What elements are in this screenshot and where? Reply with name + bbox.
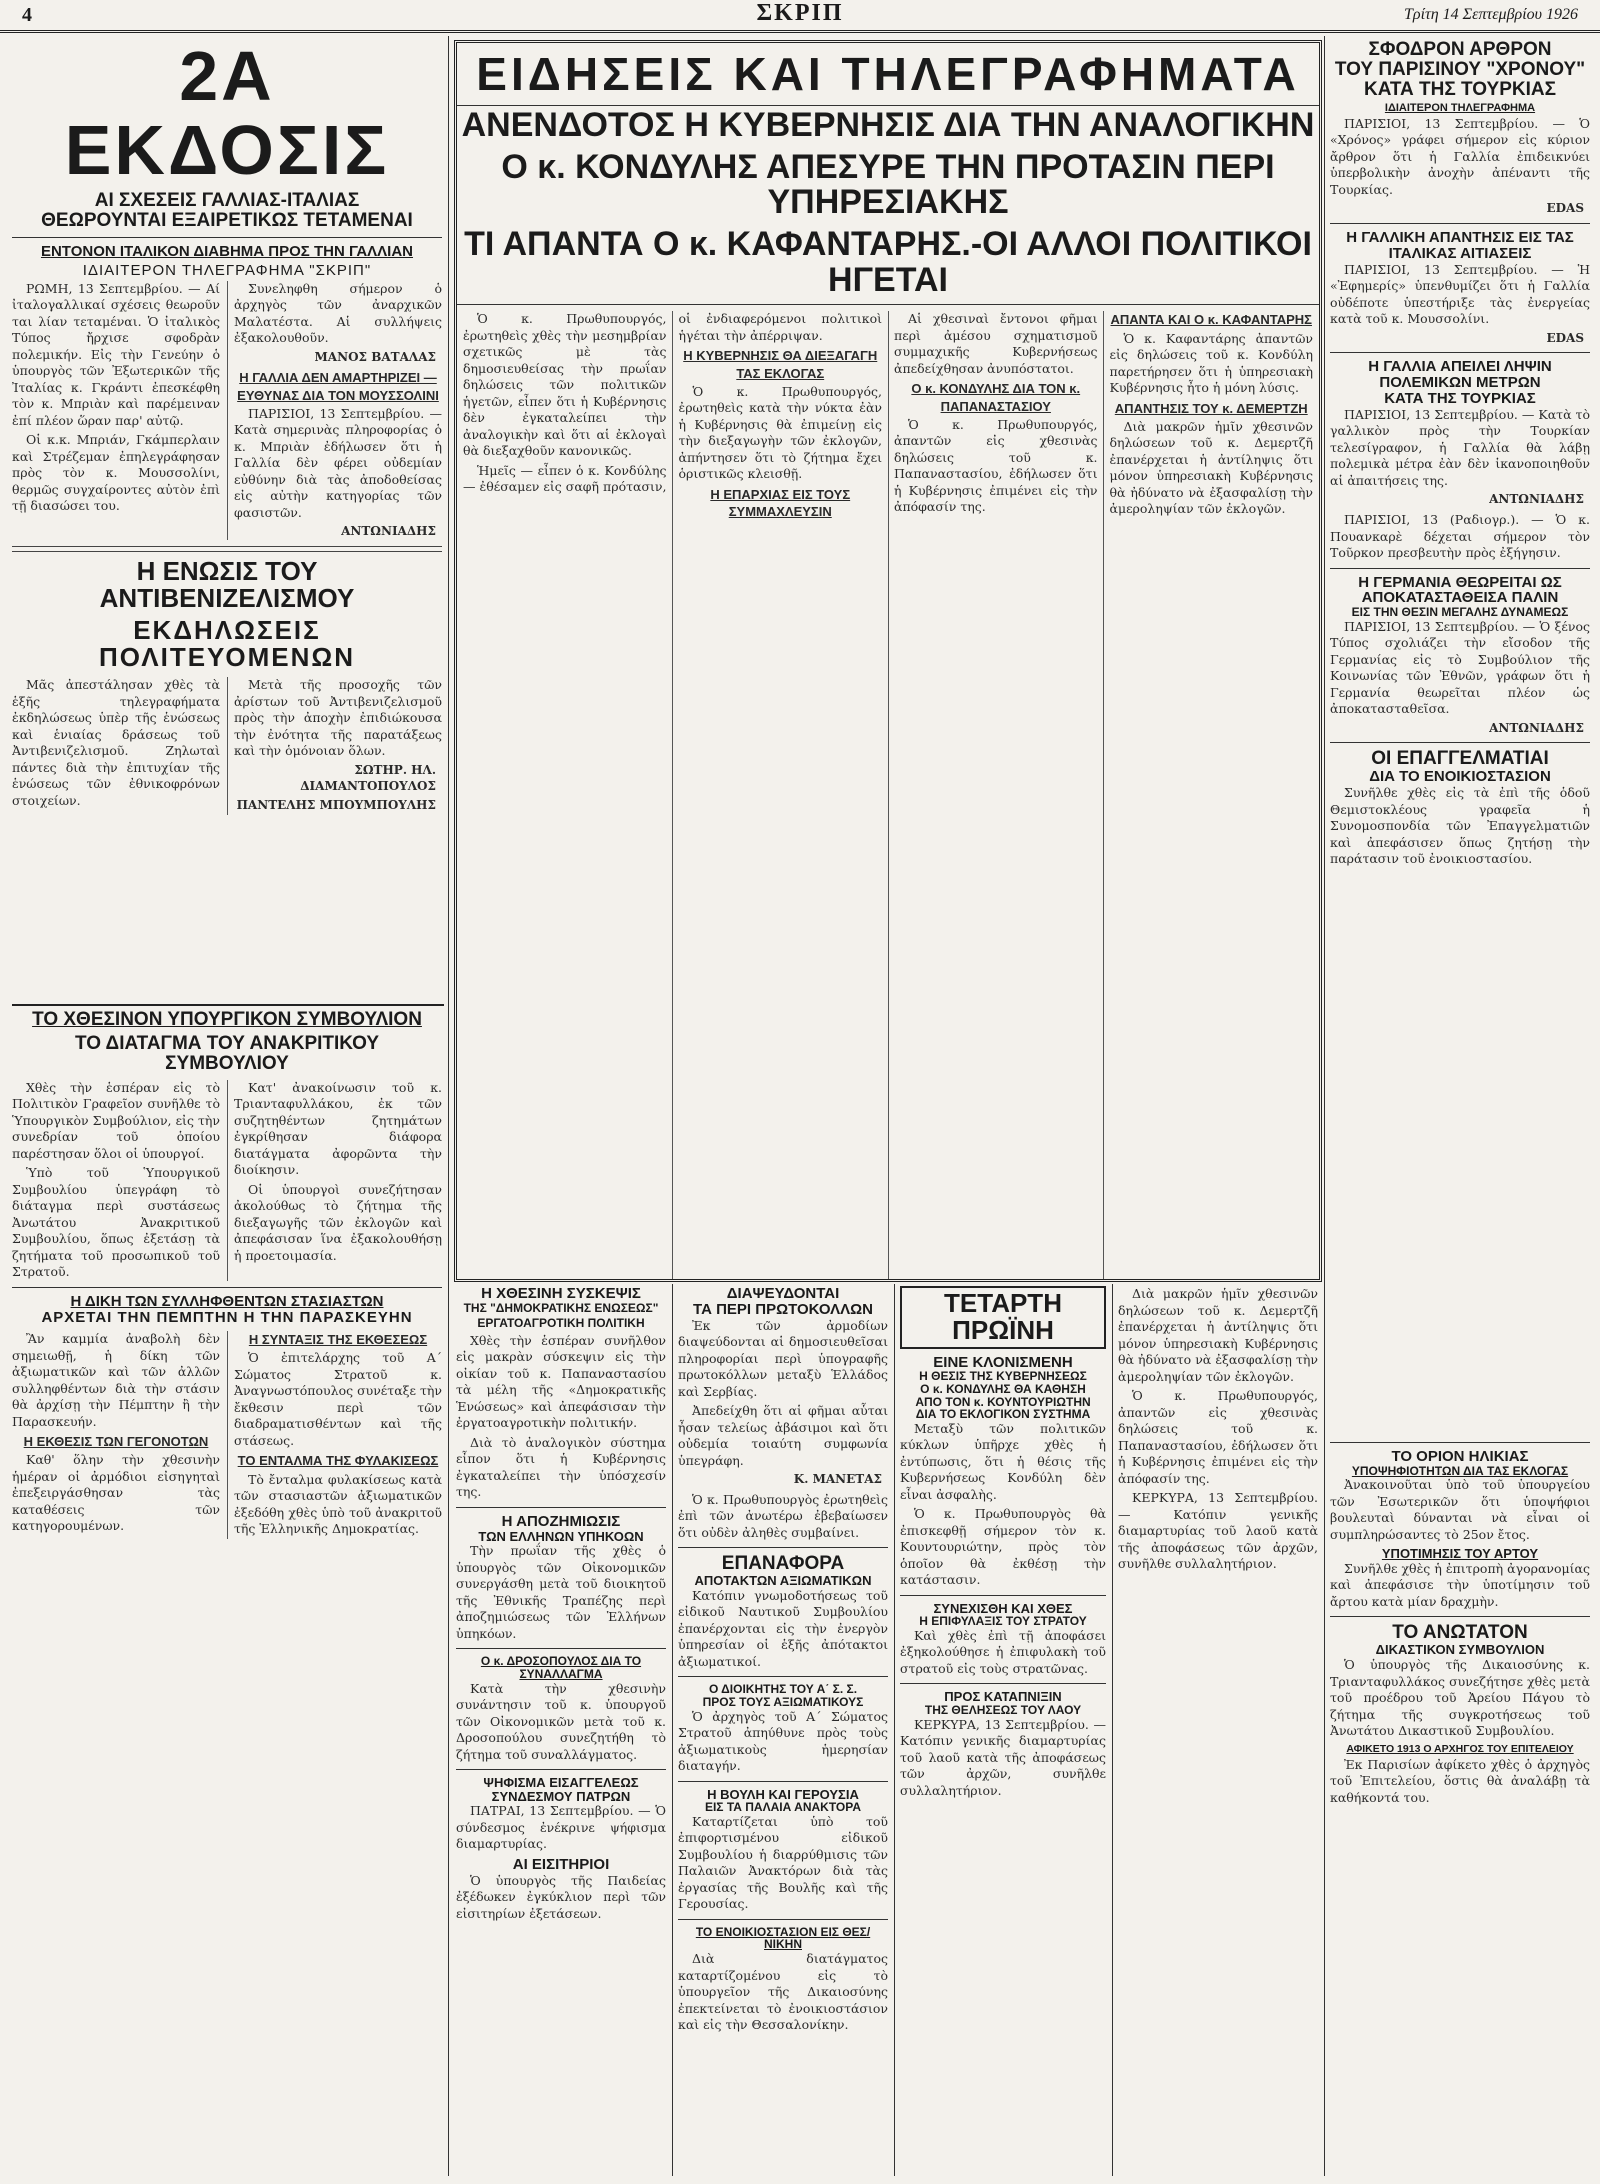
headline: ΤΗΣ "ΔΗΜΟΚΡΑΤΙΚΗΣ ΕΝΩΣΕΩΣ" — [463, 1300, 659, 1315]
paragraph: Διὰ μακρῶν ἡμῖν χθεσινῶν δηλώσεων τοῦ κ. Δεμερτζῆ ἐπανέρχεται ἡ ἀντίληψις ὅτι μόνον ὑπηρεσιακὴ Κυβέρνησις θὰ ἠδύνατο νὰ ἐξασφαλίσῃ τὴν ἀμεροληψίαν τῶν ἐκλογῶν. — [1109, 418, 1313, 517]
divider — [456, 1648, 666, 1649]
headline: ΑΙ ΕΙΣΙΤΗΡΙΟΙ — [512, 1855, 610, 1873]
byline: ΑΝΤΩΝΙΑΔΗΣ — [1489, 492, 1584, 507]
byline: Κ. ΜΑΝΕΤΑΣ — [793, 1472, 882, 1486]
headline: ΕΙΝΕ ΚΛΟΝΙΣΜΕΝΗ — [933, 1353, 1073, 1371]
paragraph: Ὁ ὑπουργὸς τῆς Παιδείας ἐξέδωκεν ἐγκύκλιον περὶ τῶν εἰσιτηρίων ἐξετάσεων. — [456, 1872, 666, 1921]
headline: ΔΙΚΑΣΤΙΚΟΝ ΣΥΜΒΟΥΛΙΟΝ — [1375, 1642, 1545, 1658]
article-body — [456, 1803, 666, 1853]
headline: ΑΠΟ ΤΟΝ κ. ΚΟΥΝΤΟΥΡΙΩΤΗΝ — [915, 1394, 1091, 1409]
headline: Η ΓΑΛΛΙΑ ΑΠΕΙΛΕΙ ΛΗΨΙΝ ΠΟΛΕΜΙΚΩΝ ΜΕΤΡΩΝ — [1368, 358, 1552, 392]
paragraph: ΠΑΡΙΣΙΟΙ, 13 (Ραδιογρ.). — Ὁ κ. Πουανκαρὲ δέχεται σήμερον τὸν Τοῦρκον πρεσβευτὴν πρὸς ἐξήγησιν. — [1330, 512, 1590, 561]
paragraph: ΠΑΡΙΣΙΟΙ, 13 Σεπτεμβρίου. — Ἡ «Ἐφημερίς» ὑπενθυμίζει ὅτι ἡ Γαλλία οὐδέποτε ὑπεστήριξε τὰς ἐνεργείας κατὰ τοῦ κ. Μουσσολίνι. — [1330, 261, 1590, 327]
paragraph: Διὰ διατάγματος καταρτίζομένου εἰς τὸ ὑπουργεῖον τῆς Δικαιοσύνης ἐπεκτείνεται τὸ ἐνοικιοστάσιον καὶ εἰς τὴν Θεσσαλονίκην. — [678, 1951, 888, 2033]
col3-right — [900, 1286, 1106, 2176]
divider — [12, 546, 442, 552]
headline: ΕΙΣ ΤΗΝ ΘΕΣΙΝ ΜΕΓΑΛΗΣ ΔΥΝΑΜΕΩΣ — [1351, 605, 1569, 620]
subhead: Η ΣΥΝΤΑΞΙΣ ΤΗΣ ΕΚΘΕΣΕΩΣ — [248, 1332, 428, 1348]
divider — [1330, 352, 1590, 353]
article-body — [1118, 1286, 1318, 1573]
paragraph: Μᾶς ἀπεστάλησαν χθὲς τὰ ἑξῆς τηλεγραφήματα ἐκδηλώσεως ὑπὲρ τῆς ἑνώσεως καὶ ἑνιαίας δράσεως τοῦ Ἀντιβενιζελισμοῦ. Ζηλωταὶ πάντες διὰ τὴν ἐπιτυχίαν τῆς ἑνώσεως τῶν ἐθνικοφρόνων στοιχείων. — [12, 677, 220, 808]
kicker: ΙΔΙΑΙΤΕΡΟΝ ΤΗΛΕΓΡΑΦΗΜΑ "ΣΚΡΙΠ" — [82, 261, 372, 279]
paragraph: ΠΑΡΙΣΙΟΙ, 13 Σεπτεμβρίου. — Κατὰ τὸ γαλλικὸν πρὸς τὴν Τουρκίαν τελεσίγραφον, ἡ Γαλλία θὰ λάβῃ πολεμικὰ μέτρα ἐὰν δὲν ἱκανοποιηθοῦν αἱ ἀπαιτήσεις της. — [1330, 406, 1590, 488]
headline: ΤΗΣ ΘΕΛΗΣΕΩΣ ΤΟΥ ΛΑΟΥ — [924, 1703, 1082, 1718]
paragraph: Καὶ χθὲς ἐπὶ τῇ ἀποφάσει ἐξηκολούθησε ἡ ἐπιφυλακὴ τοῦ στρατοῦ εἰς τοὺς στρατῶνας. — [900, 1627, 1106, 1676]
paragraph: Συνῆλθε χθὲς εἰς τὰ ἐπὶ τῆς ὁδοῦ Θεμιστοκλέους γραφεῖα ἡ Συνομοσπονδία τῶν Ἐπαγγελματιῶν καὶ ἀπεφάσισεν ὅπως ζητήσῃ τὴν παράτασιν τοῦ ἐνοικιοστασίου. — [1330, 785, 1590, 867]
headline: ΥΠΟΤΙΜΗΣΙΣ ΤΟΥ ΑΡΤΟΥ — [1381, 1546, 1539, 1562]
col2-lower — [456, 1286, 666, 2176]
subhead: Η ΕΚΘΕΣΙΣ ΤΩΝ ΓΕΓΟΝΟΤΩΝ — [23, 1434, 209, 1450]
article-body — [12, 281, 442, 540]
divider — [1330, 223, 1590, 224]
article-body — [456, 1543, 666, 1642]
edition-banner: 2Α ΕΚΔΟΣΙΣ — [64, 40, 390, 189]
headline: ΚΑΤΑ ΤΗΣ ΤΟΥΡΚΙΑΣ — [1384, 389, 1536, 407]
paragraph: Χθὲς τὴν ἑσπέραν συνῆλθον εἰς μακρὰν σύσκεψιν εἰς τὴν οἰκίαν τοῦ κ. Παπαναστασίου τὰ μέλη τῆς «Δημοκρατικῆς Ἑνώσεως» καὶ ἀπεφάσισαν τὴν ἐργατοαγροτικὴν πολιτικήν. — [456, 1332, 666, 1431]
paragraph: ΠΑΡΙΣΙΟΙ, 13 Σεπτεμβρίου. — Ὁ «Χρόνος» γράφει σήμερον εἰς κύριον ἄρθρον ὅτι ἡ Γαλλία ἐπιδεικνύει ὑπερβολικὴν ἀνοχὴν ἀπέναντι τῆς Τουρκίας. — [1330, 115, 1590, 197]
headline: ΕΠΑΝΑΦΟΡΑ — [721, 1553, 845, 1575]
headline: ΠΡΟΣ ΚΑΤΑΠΝΙΞΙΝ — [944, 1689, 1062, 1705]
paragraph: Ὁ ὑπουργὸς τῆς Δικαιοσύνης κ. Τριανταφυλλάκος συνεζήτησε χθὲς μετὰ τοῦ προέδρου τοῦ Ἀρείου Πάγου τὸ ζήτημα τῆς συγκροτήσεως τοῦ Ἀνωτάτου Δικαστικοῦ Συμβουλίου. — [1330, 1657, 1590, 1739]
col-filler — [1118, 1286, 1318, 2176]
paragraph: Συνῆλθε χθὲς ἡ ἐπιτροπὴ ἀγορανομίας καὶ ἀπεφάσισε τὴν ὑποτίμησιν τοῦ ἄρτου κατὰ μίαν δραχμὴν. — [1330, 1560, 1590, 1609]
headline: ΤΟ ΧΘΕΣΙΝΟΝ ΥΠΟΥΡΓΙΚΟΝ ΣΥΜΒΟΥΛΙΟΝ — [32, 1010, 422, 1030]
paragraph: Καταρτίζεται ὑπὸ τοῦ ἐπιφορτισμένου εἰδικοῦ Συμβουλίου ἡ διαρρύθμισις τῶν Παλαιῶν Ἀνακτόρων διὰ τὰς ἐργασίας τῆς Βουλῆς καὶ τῆς Γερουσίας. — [678, 1813, 888, 1912]
paragraph: Ἀνακοινοῦται ὑπὸ τοῦ ὑπουργείου τῶν Ἐσωτερικῶν ὅτι ὑποψήφιοι βουλευταὶ δύνανται νὰ εἶναι οἱ συμπληρώσαντες τὸ 25ον ἔτος. — [1330, 1477, 1590, 1542]
paragraph: Οἱ κ.κ. Μπριάν, Γκάμπερλαιν καὶ Στρέζεμαν ἐπηλεγράφησαν πρὸς τὸν κ. Μουσσολίνι, θερμῶς συγχαίροντες αὐτὸν ἐπὶ τῇ διασώσει του. — [12, 432, 220, 514]
headline: Η ΓΑΛΛΙΚΗ ΑΠΑΝΤΗΣΙΣ ΕΙΣ ΤΑΣ ΙΤΑΛΙΚΑΣ ΑΙΤΙΑΣΕΙΣ — [1346, 229, 1574, 262]
paragraph: Ἡμεῖς — εἶπεν ὁ κ. Κονδύλης — ἐθέσαμεν εἰς σαφῆ πρότασιν, οἱ ἐνδιαφερόμενοι πολιτικοὶ ἡγέται τὴν ἀπέρριψαν. — [463, 311, 882, 495]
headline: Ο ΔΙΟΙΚΗΤΗΣ ΤΟΥ Α΄ Σ. Σ. — [708, 1682, 858, 1697]
headline: ΤΟ ΔΙΑΤΑΓΜΑ ΤΟΥ ΑΝΑΚΡΙΤΙΚΟΥ ΣΥΜΒΟΥΛΙΟΥ — [74, 1032, 380, 1074]
headline: Η ΑΠΟΖΗΜΙΩΣΙΣ — [501, 1512, 621, 1530]
byline: ΜΑΝΟΣ ΒΑΤΑΛΑΣ — [314, 349, 436, 364]
subhead: ΤΟ ΕΝΤΑΛΜΑ ΤΗΣ ΦΥΛΑΚΙΣΕΩΣ — [237, 1453, 439, 1469]
subhead: Η ΚΥΒΕΡΝΗΣΙΣ ΘΑ ΔΙΕΞΑΓΑΓΗ ΤΑΣ ΕΚΛΟΓΑΣ — [683, 348, 878, 381]
paragraph: Ὁ κ. Πρωθυπουργὸς ἐρωτηθεὶς ἐπὶ τῶν ἀνωτέρω ἐβεβαίωσεν ὅτι οὐδὲν ἀληθὲς συμβαίνει. — [678, 1491, 888, 1540]
headline: ΕΙΣ ΤΑ ΠΑΛΑΙΑ ΑΝΑΚΤΟΡΑ — [704, 1800, 862, 1815]
paragraph: Κατὰ τὴν χθεσινὴν συνάντησιν τοῦ κ. ὑπουργοῦ τῶν Οἰκονομικῶν μετὰ τοῦ κ. Δροσοπούλου συνεζητήθη τὸ ζήτημα τοῦ συναλλάγματος. — [456, 1680, 666, 1762]
byline: ΑΝΤΩΝΙΑΔΗΣ — [341, 524, 436, 539]
page-number: 4 — [22, 4, 32, 26]
headline: ΤΑ ΠΕΡΙ ΠΡΩΤΟΚΟΛΛΩΝ — [693, 1300, 873, 1318]
divider — [678, 1676, 888, 1677]
headline: ΑΝΕΝΔΟΤΟΣ Η ΚΥΒΕΡΝΗΣΙΣ ΔΙΑ ΤΗΝ ΑΝΑΛΟΓΙΚΗΝ — [461, 106, 1315, 144]
subhead: Η ΓΑΛΛΙΑ ΔΕΝ ΑΜΑΡΤΗΡΙΖΕΙ — ΕΥΘΥΝΑΣ ΔΙΑ ΤΟΝ ΜΟΥΣΣΟΛΙΝΙ — [237, 370, 439, 403]
paragraph: Ἀπεδείχθη ὅτι αἱ φῆμαι αὗται ἦσαν τελείως ἀβάσιμοι καὶ ὅτι οὐδεμία τοιαύτη συμφωνία ὑπεγράφη. — [678, 1403, 888, 1468]
headline: Ο κ. ΚΟΝΔΥΛΗΣ ΘΑ ΚΑΘΗΣΗ — [920, 1381, 1086, 1396]
article-body — [12, 1080, 442, 1281]
paragraph: Ὁ κ. Πρωθυπουργός, ἐρωτηθεὶς χθὲς τὴν μεσημβρίαν σχετικῶς μὲ τὰς δημοσιευθείσας τὴν πρωΐαν δηλώσεις τῶν πολιτικῶν ἡγετῶν, εἶπεν ὅτι ἡ Κυβέρνησις δὲν ἐγκαταλείπει τὴν ἀναλογικὴν καὶ ὅτι αἱ ἐκλογαὶ θὰ διεξαχθοῦν κανονικῶς. — [463, 311, 667, 459]
headline: ΤΟ ΑΝΩΤΑΤΟΝ — [1392, 1622, 1528, 1644]
paragraph: Τὴν πρωΐαν τῆς χθὲς ὁ ὑπουργὸς τῶν Οἰκονομικῶν συνεργάσθη μετὰ τοῦ διοικητοῦ τῆς Ἐθνικῆς Τραπέζης περὶ ἀποζημιώσεως τῶν Ἑλλήνων ὑπηκόων. — [456, 1543, 666, 1641]
divider — [12, 1287, 442, 1288]
issue-date: Τρίτη 14 Σεπτεμβρίου 1926 — [1403, 6, 1578, 23]
headline: Ο κ. ΚΟΝΔΥΛΗΣ ΑΠΕΣΥΡΕ ΤΗΝ ΠΡΟΤΑΣΙΝ ΠΕΡΙ ΥΠΗΡΕΣΙΑΚΗΣ — [501, 147, 1275, 222]
article-body — [1330, 1657, 1590, 1740]
headline: ΤΟ ΕΝΟΙΚΙΟΣΤΑΣΙΟΝ ΕΙΣ ΘΕΣ/ΝΙΚΗΝ — [695, 1924, 871, 1952]
headline: Ο κ. ΔΡΟΣΟΠΟΥΛΟΣ ΔΙΑ ΤΟ ΣΥΝΑΛΛΑΓΜΑ — [480, 1654, 642, 1681]
headline: ΠΡΟΣ ΤΟΥΣ ΑΞΙΩΜΑΤΙΚΟΥΣ — [702, 1695, 864, 1709]
paragraph: Ἐκ Παρισίων ἀφίκετο χθὲς ὁ ἀρχηγὸς τοῦ Ἐπιτελείου, ὅστις θὰ ἀναλάβῃ τὰ καθήκοντά του. — [1330, 1756, 1590, 1805]
headline: Η ΔΙΚΗ ΤΩΝ ΣΥΛΛΗΦΘΕΝΤΩΝ ΣΤΑΣΙΑΣΤΩΝ — [70, 1292, 384, 1310]
divider — [456, 1769, 666, 1770]
column-rule — [894, 1284, 895, 2176]
article-body — [1330, 1757, 1590, 1807]
col3-lower — [678, 1286, 888, 2176]
divider — [456, 1507, 666, 1508]
article-body — [900, 1717, 1106, 1800]
paragraph: Μετὰ τῆς προσοχῆς τῶν ἀρίστων τοῦ Ἀντιβενιζελισμοῦ πρὸς τὴν ἀποχὴν ἐπιδιώκουσα τὴν ἐνότητα τῆς παρατάξεως καὶ τὴν ὁμόνοιαν ὅλων. — [234, 677, 442, 759]
paragraph: ΠΑΡΙΣΙΟΙ, 13 Σεπτεμβρίου. — Ὁ ξένος Τύπος σχολιάζει τὴν εἴσοδον τῆς Γερμανίας εἰς τὸ Συμβούλιον τῆς Κοινωνίας τῶν Ἐθνῶν, γράφων ὅτι ἡ Γερμανία θεωρεῖται πλέον ὡς ἀποκατασταθεῖσα. — [1330, 618, 1590, 717]
divider — [457, 304, 1319, 305]
col4-upper — [1330, 40, 1590, 1430]
article-body — [12, 677, 442, 815]
paragraph: Ὁ ἐπιτελάρχης τοῦ Α΄ Σώματος Στρατοῦ κ. Ἀναγνωστόπουλος συνέταξε τὴν ἔκθεσιν περὶ τῶν διαδραματισθέντων καὶ τῆς στάσεως. — [234, 1350, 442, 1448]
headline: ΣΦΟΔΡΟΝ ΑΡΘΡΟΝ — [1368, 40, 1552, 60]
headline: ΥΠΟΨΗΦΙΟΤΗΤΩΝ ΔΙΑ ΤΑΣ ΕΚΛΟΓΑΣ — [1351, 1463, 1569, 1478]
headline: Η ΓΕΡΜΑΝΙΑ ΘΕΩΡΕΙΤΑΙ ΩΣ ΑΠΟΚΑΤΑΣΤΑΘΕΙΣΑ ΠΑΛΙΝ — [1358, 573, 1562, 607]
paragraph: ΚΕΡΚΥΡΑ, 13 Σεπτεμβρίου. — Κατόπιν γενικῆς διαμαρτυρίας τοῦ λαοῦ κατὰ τῆς ἀποφάσεως τῶν ἀρχῶν, συνῆλθε συλλαλητήριον. — [1118, 1490, 1318, 1571]
byline: ΠΑΝΤΕΛΗΣ ΜΠΟΥΜΠΟΥΛΗΣ — [236, 798, 436, 813]
byline: EDAS — [1546, 330, 1584, 345]
divider — [678, 1781, 888, 1782]
article-body — [457, 311, 1319, 1282]
byline: ΣΩΤΗΡ. ΗΛ. ΔΙΑΜΑΝΤΟΠΟΥΛΟΣ — [300, 762, 436, 793]
article-body — [1330, 619, 1590, 737]
paragraph: Κατόπιν γνωμοδοτήσεως τοῦ εἰδικοῦ Ναυτικοῦ Συμβουλίου ἐπανέρχονται εἰς τὴν ἐνεργὸν ὑπηρεσίαν οἱ ἑξῆς ἀπότακτοι ἀξιωματικοί. — [678, 1587, 888, 1669]
article-body — [456, 1333, 666, 1501]
article-body — [678, 1588, 888, 1671]
headline: ΕΝΤΟΝΟΝ ΙΤΑΛΙΚΟΝ ΔΙΑΒΗΜΑ ΠΡΟΣ ΤΗΝ ΓΑΛΛΙΑΝ — [40, 242, 414, 260]
headline: ΣΥΝΔΕΣΜΟΥ ΠΑΤΡΩΝ — [491, 1788, 631, 1804]
paragraph: Ὁ ἀρχηγὸς τοῦ Α΄ Σώματος Στρατοῦ ἀπηύθυνε πρὸς τοὺς ἀξιωματικοὺς ἡμερησίαν διαταγήν. — [678, 1708, 888, 1774]
paragraph: ΡΩΜΗ, 13 Σεπτεμβρίου. — Αί ἰταλογαλλικαί σχέσεις θεωροῦν ται λίαν τεταμέναι. Ὁ ἰταλικὸς Τύπος ἤρχισε σφοδρὰν πολεμικήν. Εἰς τὴν Γενεύην ὁ ὑπουργὸς τῶν Ἐξωτερικῶν τῆς Ἰταλίας κ. Γκράντι ἐπεσκέφθη τὸν κ. Μπριὰν καὶ παρέμειναν ἐπί πλέον ὥραν παρ' αὐτῷ. — [12, 280, 220, 428]
paragraph: Τὸ ἔνταλμα φυλακίσεως κατὰ τῶν στασιαστῶν ἀξιωματικῶν ἐξεδόθη χθὲς ὑπὸ τοῦ ἀνακριτοῦ τῆς Ἑλληνικῆς Δημοκρατίας. — [234, 1471, 442, 1537]
headline: ΑΡΧΕΤΑΙ ΤΗΝ ΠΕΜΠΤΗΝ Η ΤΗΝ ΠΑΡΑΣΚΕΥΗΝ — [41, 1308, 413, 1326]
subhead: Ο κ. ΚΟΝΔΥΛΗΣ ΔΙΑ ΤΟΝ κ. ΠΑΠΑΝΑΣΤΑΣΙΟΥ — [911, 381, 1081, 414]
article-body — [678, 1951, 888, 2034]
divider — [900, 1595, 1106, 1596]
headline: ΤΕΤΑΡΤΗ ΠΡΩΪΝΗ — [900, 1286, 1106, 1349]
paragraph: Διὰ τὸ ἀναλογικὸν σύστημα εἶπον ὅτι ἡ Κυβέρνησις ἐγκαταλείπει τὴν ὑπόσχεσίν της. — [456, 1434, 666, 1500]
headline: ΑΠΟΤΑΚΤΩΝ ΑΞΙΩΜΑΤΙΚΩΝ — [694, 1573, 872, 1589]
headline: Η ΕΝΩΣΙΣ ΤΟΥ ΑΝΤΙΒΕΝΙΖΕΛΙΣΜΟΥ — [99, 556, 355, 614]
subhead: Η ΕΠΑΡΧΙΑΣ ΕΙΣ ΤΟΥΣ ΣΥΜΜΑΧΛΕΥΣΙΝ — [710, 486, 851, 519]
headline: ΔΙΑ ΤΟ ΕΝΟΙΚΙΟΣΤΑΣΙΟΝ — [1369, 768, 1551, 786]
headline: ΤΟΥ ΠΑΡΙΣΙΝΟΥ "ΧΡΟΝΟΥ" — [1334, 58, 1586, 80]
paragraph: Ὁ κ. Πρωθυπουργὸς θὰ ἐπισκεφθῇ σήμερον τὸν κ. Κουντουριώτην, πρὸς τὸν ὁποῖον θὰ ἐκθέσῃ τὴν κατάστασιν. — [900, 1506, 1106, 1588]
paragraph: ΚΕΡΚΥΡΑ, 13 Σεπτεμβρίου. — Κατόπιν γενικῆς διαμαρτυρίας τοῦ λαοῦ κατὰ τῆς ἀποφάσεως τῶν ἀρχῶν, συνῆλθε συλλαλητήριον. — [900, 1716, 1106, 1798]
paragraph: Ὁ κ. Πρωθυπουργός, ἀπαντῶν εἰς χθεσινὰς δηλώσεις τοῦ κ. Παπαναστασίου, ἐδήλωσεν ὅτι ἡ Κυβέρνησις ἐπιμένει εἰς τὴν ἀπόφασίν της. — [1118, 1388, 1318, 1486]
masthead — [0, 0, 1600, 33]
paragraph: ΠΑΡΙΣΙΟΙ, 13 Σεπτεμβρίου. — Κατὰ σημερινὰς πληροφορίας ὁ κ. Μπριὰν ἐδήλωσεν ὅτι ἡ Γαλλία δὲν φέρει οὐδεμίαν εὐθύνην διὰ τὰς ἀποδοθείσας εἰς αὐτὴν κατηγορίας τῶν φασιστῶν. — [234, 405, 442, 520]
divider — [12, 237, 442, 238]
article-body — [900, 1628, 1106, 1678]
paragraph: Ὁ κ. Καφαντάρης ἀπαντῶν εἰς δηλώσεις τοῦ κ. Κονδύλη παρετήρησεν ὅτι ἡ ὑπηρεσιακὴ Κυβέρνησις ἦτο ἡ μόνη λύσις. — [1109, 330, 1313, 396]
paragraph: Χθὲς τὴν ἑσπέραν εἰς τὸ Πολιτικὸν Γραφεῖον συνῆλθε τὸ Ὑπουργικὸν Συμβούλιον, εἰς τὴν συνεδρίαν τοῦ ὁποίου παρέστησαν ὅλοι οἱ ὑπουργοί. — [12, 1079, 220, 1161]
paragraph: Οἱ ὑπουργοὶ συνεζήτησαν ἀκολούθως τὸ ζήτημα τῆς διεξαγωγῆς τῶν ἐκλογῶν καὶ ἀπεφάσισαν ἵνα ἐξακολουθήσῃ ἡ προετοιμασία. — [234, 1181, 442, 1263]
divider — [678, 1547, 888, 1548]
divider — [1330, 1442, 1590, 1443]
paragraph: Διὰ μακρῶν ἡμῖν χθεσινῶν δηλώσεων τοῦ κ. Δεμερτζῆ ἐπανέρχεται ἡ ἀντίληψις ὅτι μόνον ὑπηρεσιακὴ Κυβέρνησις θὰ ἠδύνατο νὰ ἐξασφαλίσῃ τὴν ἀμεροληψίαν τῶν ἐκλογῶν. — [1118, 1286, 1318, 1384]
paragraph: Ὁ κ. Πρωθυπουργός, ἐρωτηθεὶς κατὰ τὴν νύκτα ἐὰν ἡ Κυβέρνησις θὰ ἐπιμείνῃ εἰς τὴν διεξαγωγὴν τῶν ἐκλογῶν, ἀπήντησεν ὅτι τὸ ζήτημα ἔχει ὁριστικῶς κλεισθῇ. — [678, 383, 882, 482]
section-title: ΕΙΔΗΣΕΙΣ ΚΑΙ ΤΗΛΕΓΡΑΦΗΜΑΤΑ — [476, 48, 1300, 100]
headline: ΟΙ ΕΠΑΓΓΕΛΜΑΤΙΑΙ — [1371, 748, 1549, 770]
paragraph: Ἂν καμμία ἀναβολὴ δὲν σημειωθῇ, ἡ δίκη τῶν ἀξιωματικῶν καὶ τῶν ἀλλῶν συλληφθέντων διὰ τὴν στάσιν θὰ ἀρχίσῃ τὴν Πέμπτην ἢ τὴν Παρασκευήν. — [12, 1331, 220, 1429]
column-rule — [448, 36, 449, 2176]
headline: ΘΕΩΡΟΥΝΤΑΙ ΕΞΑΙΡΕΤΙΚΩΣ ΤΕΤΑΜΕΝΑΙ — [41, 209, 413, 231]
article-body — [1330, 785, 1590, 868]
headline: ΕΚΔΗΛΩΣΕΙΣ ΠΟΛΙΤΕΥΟΜΕΝΩΝ — [98, 614, 356, 672]
paragraph: Καθ' ὅλην τὴν χθεσινὴν ἡμέραν οἱ ἀρμόδιοι εἰσηγηταὶ ἐπεξειργάσθησαν τὰς καταθέσεις τῶν κατηγορουμένων. — [12, 1452, 220, 1534]
headline: Η ΧΘΕΣΙΝΗ ΣΥΣΚΕΨΙΣ — [481, 1286, 641, 1302]
byline: EDAS — [1546, 201, 1584, 216]
headline: ΣΥΝΕΧΙΣΘΗ ΚΑΙ ΧΘΕΣ — [933, 1600, 1073, 1616]
headline: ΔΙΑΨΕΥΔΟΝΤΑΙ — [726, 1286, 840, 1302]
article-body — [678, 1318, 888, 1542]
subhead: ΑΠΑΝΤΑ ΚΑΙ Ο κ. ΚΑΦΑΝΤΑΡΗΣ — [1110, 312, 1312, 328]
paper-name: ΣΚΡΙΠ — [756, 0, 844, 26]
subhead: ΑΦΙΚΕΤΟ 1913 Ο ΑΡΧΗΓΟΣ ΤΟΥ ΕΠΙΤΕΛΕΙΟΥ — [1346, 1742, 1574, 1755]
subhead: ΑΠΑΝΤΗΣΙΣ ΤΟΥ κ. ΔΕΜΕΡΤΖΗ — [1114, 400, 1308, 416]
paragraph: Ὑπὸ τοῦ Ὑπουργικοῦ Συμβουλίου ὑπεγράφη τὸ διάταγμα περὶ συστάσεως Ἀνωτάτου Ἀνακριτικοῦ Συμβουλίου, ὅπως ἐξετάσῃ τὰ ζητήματα τοῦ προσωπικοῦ τοῦ Στρατοῦ. — [12, 1165, 220, 1280]
headline: Η ΒΟΥΛΗ ΚΑΙ ΓΕΡΟΥΣΙΑ — [707, 1786, 859, 1802]
headline: ΕΡΓΑΤΟΑΓΡΟΤΙΚΗ ΠΟΛΙΤΙΚΗ — [477, 1316, 645, 1331]
paragraph: Μεταξὺ τῶν πολιτικῶν κύκλων ὑπῆρχε χθὲς ἡ ἐντύπωσις, ὅτι ἡ θέσις τῆς Κυβερνήσεως Κονδύλη δὲν εἶναι ἀσφαλὴς. — [900, 1420, 1106, 1502]
article-body — [1330, 1561, 1590, 1611]
headline: ΤΟ ΟΡΙΟΝ ΗΛΙΚΙΑΣ — [1391, 1448, 1529, 1465]
article-body — [1330, 116, 1590, 217]
column-rule — [672, 1284, 673, 2176]
headline: Η ΘΕΣΙΣ ΤΗΣ ΚΥΒΕΡΝΗΣΕΩΣ — [919, 1369, 1087, 1384]
col4-lower — [1330, 1436, 1590, 2176]
article-body — [1330, 1477, 1590, 1543]
divider — [678, 1919, 888, 1920]
headline: ΤΙ ΑΠΑΝΤΑ Ο κ. ΚΑΦΑΝΤΑΡΗΣ.-ΟΙ ΑΛΛΟΙ ΠΟΛΙΤΙΚΟΙ ΗΓΕΤΑΙ — [464, 225, 1312, 299]
article-body — [900, 1421, 1106, 1589]
news-box — [454, 40, 1322, 1282]
paragraph: Ὁ κ. Πρωθυπουργός, ἀπαντῶν εἰς χθεσινὰς δηλώσεις τοῦ κ. Παπαναστασίου, ἐδήλωσεν ὅτι ἡ Κυβέρνησις ἐπιμένει εἰς τὴν ἀπόφασίν της. — [894, 416, 1098, 515]
article-body — [456, 1873, 666, 1923]
divider — [1330, 1616, 1590, 1617]
divider — [1330, 568, 1590, 569]
kicker: ΙΔΙΑΙΤΕΡΟΝ ΤΗΛΕΓΡΑΦΗΜΑ — [1384, 101, 1536, 114]
paragraph: Αἱ χθεσιναὶ ἔντονοι φῆμαι περὶ ἀμέσου σχηματισμοῦ συμμαχικῆς Κυβερνήσεως ἀπεδείχθησαν ἀνυπόστατοι. — [894, 311, 1098, 376]
article-body — [12, 1331, 442, 1539]
column-rule — [1112, 1284, 1113, 2176]
article-body — [678, 1709, 888, 1775]
paragraph: ΠΑΤΡΑΙ, 13 Σεπτεμβρίου. — Ὁ σύνδεσμος ἐνέκρινε ψήφισμα διαμαρτυρίας. — [456, 1803, 666, 1852]
paragraph: Κατ' ἀνακοίνωσιν τοῦ κ. Τριανταφυλλάκου, ἐκ τῶν συζητηθέντων ζητημάτων ἐγκρίθησαν διάφορα διατάγματα ἀφορῶντα τὴν διοίκησιν. — [234, 1079, 442, 1178]
headline: ΔΙΑ ΤΟ ΕΚΛΟΓΙΚΟΝ ΣΥΣΤΗΜΑ — [915, 1407, 1091, 1422]
divider — [1330, 742, 1590, 743]
article-body — [1330, 407, 1590, 562]
article-body — [678, 1814, 888, 1913]
headline: ΤΩΝ ΕΛΛΗΝΩΝ ΥΠΗΚΟΩΝ — [478, 1528, 644, 1544]
paragraph: Ἐκ τῶν ἀρμοδίων διαψεύδονται αἱ δημοσιευθεῖσαι πληροφορίαι περὶ ὑπογραφῆς πρωτοκόλλων μεταξὺ Ἑλλάδος καὶ Σερβίας. — [678, 1317, 888, 1399]
col1-upper — [12, 40, 442, 1000]
byline: ΑΝΤΩΝΙΑΔΗΣ — [1489, 720, 1584, 735]
article-body — [456, 1681, 666, 1764]
headline: Η ΕΠΙΦΥΛΑΞΙΣ ΤΟΥ ΣΤΡΑΤΟΥ — [919, 1614, 1087, 1629]
col1-lower — [12, 1010, 442, 2176]
headline: ΨΗΦΙΣΜΑ ΕΙΣΑΓΓΕΛΕΩΣ — [483, 1775, 639, 1791]
paragraph: Συνεληφθη σήμερον ὁ ἀρχηγὸς τῶν ἀναρχικῶν Μαλατέστα. Αἱ συλλήψεις ἐξακολουθοῦν. — [234, 280, 442, 346]
column-rule — [1324, 36, 1325, 2176]
article-body — [1330, 262, 1590, 347]
divider — [12, 1004, 444, 1006]
headline: ΚΑΤΑ ΤΗΣ ΤΟΥΡΚΙΑΣ — [1363, 78, 1557, 100]
headline: ΑΙ ΣΧΕΣΕΙΣ ΓΑΛΛΙΑΣ-ΙΤΑΛΙΑΣ — [94, 190, 360, 211]
divider — [900, 1683, 1106, 1684]
